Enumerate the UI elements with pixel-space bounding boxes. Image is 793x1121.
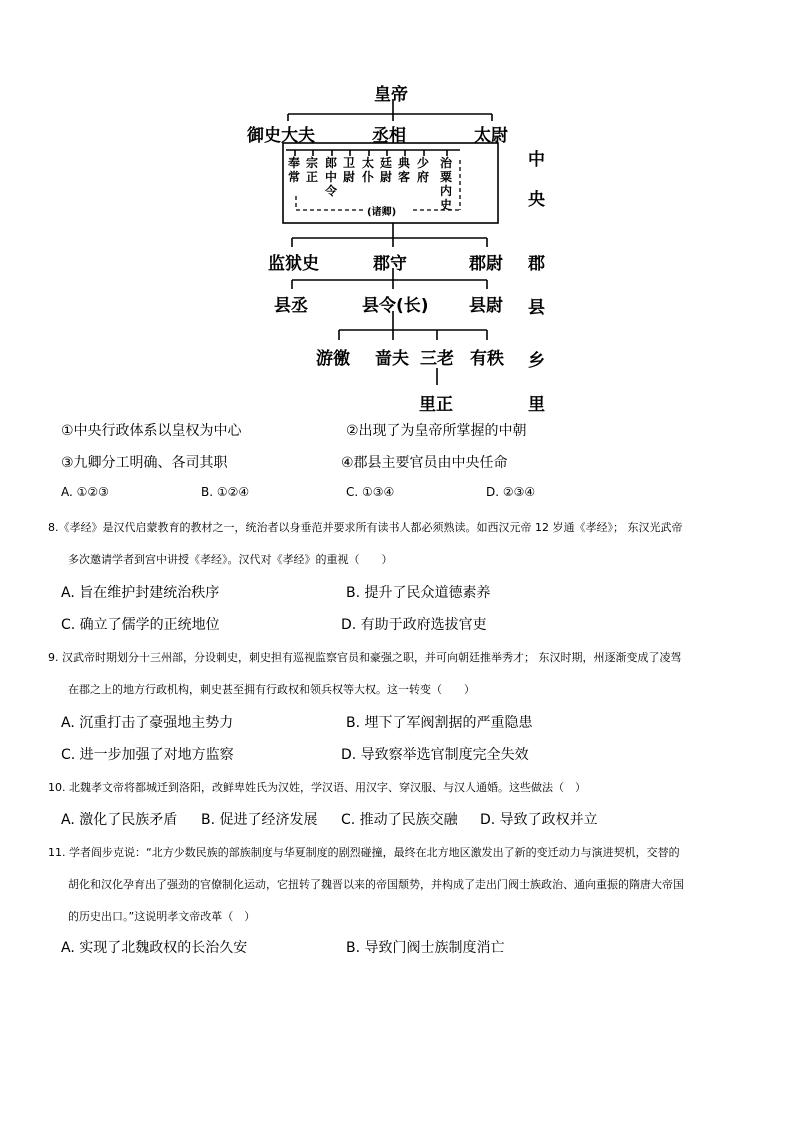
q11-stem-line3: 的历史出口。”这说明孝文帝改革（ ） (68, 910, 256, 923)
q9-option-b[interactable]: B. 埋下了军阀割据的严重隐患 (346, 715, 533, 731)
q9-stem-line1: 9. 汉武帝时期划分十三州部，分设刺史，刺史担有巡视监察官员和豪强之职，并可向朝廷推举秀才； 东汉时期，州逐渐变成了凌驾 (48, 651, 682, 664)
q9-option-a[interactable]: A. 沉重打击了豪强地主势力 (61, 715, 234, 731)
q8-option-d[interactable]: D. 有助于政府选拔官吏 (341, 617, 487, 633)
emperor-node: 皇帝 (374, 85, 408, 105)
q9-option-c[interactable]: C. 进一步加强了对地方监察 (61, 747, 234, 763)
q7-option-a[interactable]: A. ①②③ (61, 485, 109, 499)
minister-label: 奉常 (288, 156, 301, 184)
commandant-node: 太尉 (474, 126, 508, 146)
youzhi-node: 有秩 (470, 349, 504, 369)
sefu-node: 啬夫 (375, 349, 409, 369)
censor-node: 御史大夫 (247, 126, 315, 146)
q8-stem-line1: 8.《孝经》是汉代启蒙教育的教材之一，统治者以身垂范并要求所有读书人都必须熟读。如西汉元帝 12 岁通《孝经》； 东汉光武帝 (48, 521, 683, 534)
q7-statement-3: ③九卿分工明确、各司其职 (61, 455, 228, 471)
q9-stem-line2: 在郡之上的地方行政机构，刺史甚至拥有行政权和领兵权等大权。这一转变（ ） (68, 683, 475, 696)
lizheng-node: 里正 (419, 395, 453, 415)
ministers-group-label: (诸卿) (367, 207, 397, 218)
q10-option-d[interactable]: D. 导致了政权并立 (480, 812, 598, 828)
county-assistant-node: 县丞 (274, 296, 308, 316)
level-label: 央 (528, 190, 545, 210)
q8-option-b[interactable]: B. 提升了民众道德素养 (346, 585, 491, 601)
chancellor-node: 丞相 (372, 126, 406, 146)
minister-label: 典客 (398, 156, 411, 184)
q11-option-b[interactable]: B. 导致门阀士族制度消亡 (346, 940, 505, 956)
q8-option-a[interactable]: A. 旨在维护封建统治秩序 (61, 585, 220, 601)
prefect-node: 郡守 (373, 254, 407, 274)
q11-option-a[interactable]: A. 实现了北魏政权的长治久安 (61, 940, 248, 956)
sanlao-node: 三老 (420, 349, 454, 369)
minister-label: 治粟内史 (440, 156, 453, 212)
q7-option-b[interactable]: B. ①②④ (201, 485, 250, 499)
minister-label: 宗正 (306, 156, 319, 184)
level-label: 里 (528, 395, 545, 415)
minister-label: 卫尉 (343, 156, 356, 184)
q7-statement-1: ①中央行政体系以皇权为中心 (61, 423, 242, 439)
q11-stem-line2: 胡化和汉化孕育出了强劲的官僚制化运动，它扭转了魏晋以来的帝国颓势，并构成了走出门阀士族政治、通向重振的隋唐大帝国 (68, 878, 684, 891)
level-label: 县 (528, 298, 545, 318)
county-magistrate-node: 县令(长) (362, 296, 429, 316)
minister-label: 郎中令 (325, 156, 338, 198)
q7-statement-2: ②出现了为皇帝所掌握的中朝 (346, 423, 527, 439)
q7-statement-4: ④郡县主要官员由中央任命 (341, 455, 508, 471)
jail-clerk-node: 监狱史 (268, 254, 319, 274)
level-label: 中 (528, 150, 545, 170)
q8-option-c[interactable]: C. 确立了儒学的正统地位 (61, 617, 220, 633)
q11-stem-line1: 11. 学者阎步克说：“北方少数民族的部族制度与华夏制度的剧烈碰撞，最终在北方地区激发出了新的变迁动力与演进契机，交替的 (48, 846, 680, 859)
q9-option-d[interactable]: D. 导致察举选官制度完全失效 (341, 747, 529, 763)
jun-commandant-node: 郡尉 (469, 254, 503, 274)
q10-option-a[interactable]: A. 激化了民族矛盾 (61, 812, 178, 828)
county-commandant-node: 县尉 (469, 296, 503, 316)
q7-option-c[interactable]: C. ①③④ (346, 485, 395, 499)
minister-label: 少府 (417, 156, 430, 184)
q7-option-d[interactable]: D. ②③④ (486, 485, 536, 499)
q10-option-c[interactable]: C. 推动了民族交融 (341, 812, 458, 828)
level-label: 郡 (528, 254, 545, 274)
level-label: 乡 (528, 351, 545, 371)
minister-label: 廷尉 (380, 156, 393, 184)
q10-option-b[interactable]: B. 促进了经济发展 (201, 812, 318, 828)
youjiao-node: 游徼 (316, 349, 350, 369)
q10-stem: 10. 北魏孝文帝将都城迁到洛阳，改鲜卑姓氏为汉姓，学汉语、用汉字、穿汉服、与汉人通婚。这些做法（ ） (48, 781, 586, 794)
q8-stem-line2: 多次邀请学者到宫中讲授《孝经》。汉代对《孝经》的重视（ ） (68, 553, 393, 566)
minister-label: 太仆 (362, 156, 375, 184)
